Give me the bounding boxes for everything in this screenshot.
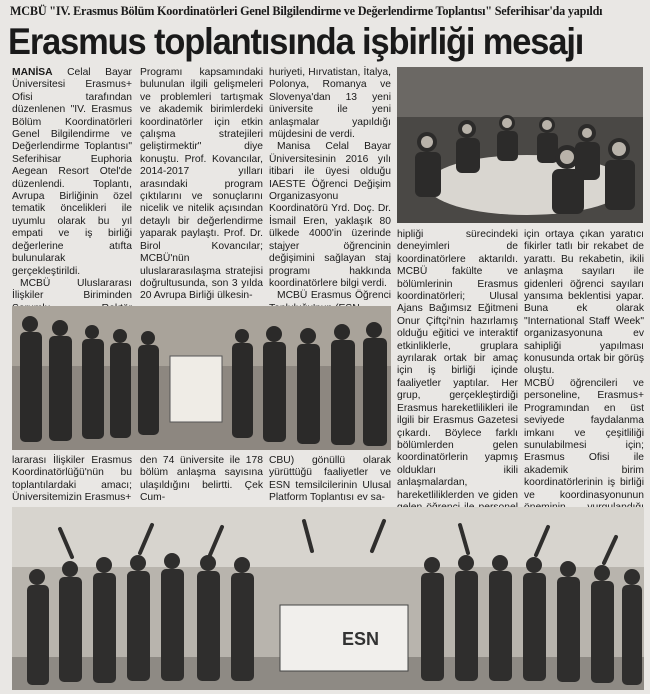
paragraph-3: Programı kapsamındaki bulunulan ilgili gelişmeleri ve problemleri tartışmak ve akademik birimlerdeki koordinatörler için etkin çalışma stratejileri geliştirmektir" diye konuştu. Prof. Kovancılar, 2014-2017 yılları arasındaki program çıktılarını ve sonuçlarını nicelik ve nitelik açısından detaylı bir değerlendirme yaparak paylaştı. Prof. Dr. Birol Kovancılar; MCBÜ'nün uluslararasılaşma stratejisi doğrultusunda, son 3 yılda 20 Avrupa Birliği ülkesin- (140, 67, 263, 302)
text-column-8 (269, 455, 391, 505)
text-column-7 (140, 455, 263, 505)
text-column-5 (524, 229, 644, 501)
paragraph-6: MCBÜ Erasmus Öğrenci (277, 290, 391, 302)
dateline: MANİSA (12, 67, 53, 78)
group-photo-indoor (12, 306, 391, 450)
paragraph-5: Manisa Celal Bayar Üniversitesinin 2016 yılı itibari ile üyesi olduğu IAESTE Öğrenci Değişim Organizasyonu Koordinatörü Yrd. Doç. Dr. İsmail Eren, yaklaşık 80 ülkede 4000'in üzerinde stajyer öğrencinin değişimini sağlayan staj programı hakkında koordinatörlere bilgi verdi. (269, 141, 391, 289)
paragraph-2: MCBÜ Uluslararası İlişkiler Biriminden (12, 277, 132, 302)
text-column-4 (397, 229, 518, 501)
text-column-6 (12, 455, 132, 505)
paragraph-9: lararası İlişkiler Erasmus Koordinatörlüğü'nün bu toplantılardaki amacı; Üniversitemizin Erasmus+ (12, 455, 132, 504)
meeting-photo (397, 67, 643, 223)
group-photo-outdoor (12, 507, 644, 690)
esn-banner-text: ESN (342, 629, 380, 649)
paragraph-8: için ortaya çıkan yaratıcı fikirler tatlı bir rekabet de yarattı. Bu rekabetin, ikili anlaşma sayıları ile gidenleri öğrenci sayıları yansıma beklentisi yapar. Buna ek olarak "International Staff Week" organizasyonuna ev sahipliği yapılması konusunda ortak bir görüş oluştu. MCBÜ öğrencileri ve personeline, Erasmus+ Programından en üst seviyede faydalanma imkanı ve çeşitliliği sunulabilmesi için; Erasmus Ofisi ile akademik birim koordinatörlerinin iş birliği ve koordinasyonunun (524, 229, 644, 501)
text-column-3 (269, 67, 391, 303)
paragraph-11: CBU) gönüllü olarak yürüttüğü faaliyetler ve ESN temsilcilerinin Ulusal Platform Toplantısı ev sa- (269, 455, 391, 504)
paragraph-10: den 74 üniversite ile 178 bölüm anlaşma sayısına ulaşıldığını belirtti. Çek Cum- (140, 455, 263, 504)
paragraph-4: huriyeti, Hırvatistan, İtalya, Polonya, Romanya ve Slovenya'dan 13 yeni üniversite ile yeni anlaşmalar yapıldığı müjdesini de verdi. (269, 67, 391, 141)
article-headline: Erasmus toplantısında işbirliği mesajı (8, 21, 584, 62)
text-column-2 (140, 67, 263, 303)
paragraph-7: hipliği sürecindeki deneyimleri de koordinatörlere aktarıldı. MCBÜ fakülte ve bölümlerinin Erasmus koordinatörleri; Ulusal Ajans Bağımsız Eğitmeni Onur Çiftçi'nin hazırlamış olduğu eğitici ve interaktif etkinliklerle, gruplara ayrılarak ortak bir amaç için iş birliği içinde faaliyetler yaptılar. Her grup, gerçekleştirdiği Erasmus hareketlilikleri ile ilgili bir Erasmus Gazetesi çıkardı. Böylece farklı bölümlerden gelen koordinatörlerin yapmış oldukları ikili anlaşmalardan, hareketliliklerden ve giden (397, 229, 518, 501)
article-kicker: MCBÜ "IV. Erasmus Bölüm Koordinatörleri Genel Bilgilendirme ve Değerlendirme Toplantısı" Seferihisar'da yapıldı (10, 4, 603, 18)
text-column-1 (12, 67, 132, 303)
paragraph-1: Celal Bayar Üniversitesi Erasmus+ Ofisi tarafından düzenlenen "IV. Erasmus Bölüm Koordinatörleri Genel Bilgilendirme ve Değerlendirme Toplantısı" Seferihisar Euphoria Aegean Resort Otel'de düzenlendi. Toplantı, Avrupa Birliğinin özel tematik öncelikleri ile uyumlu olarak bu yıl empati ve iş birliği değerlerine atıfta bulunularak gerçekleştirildi. (12, 67, 132, 277)
